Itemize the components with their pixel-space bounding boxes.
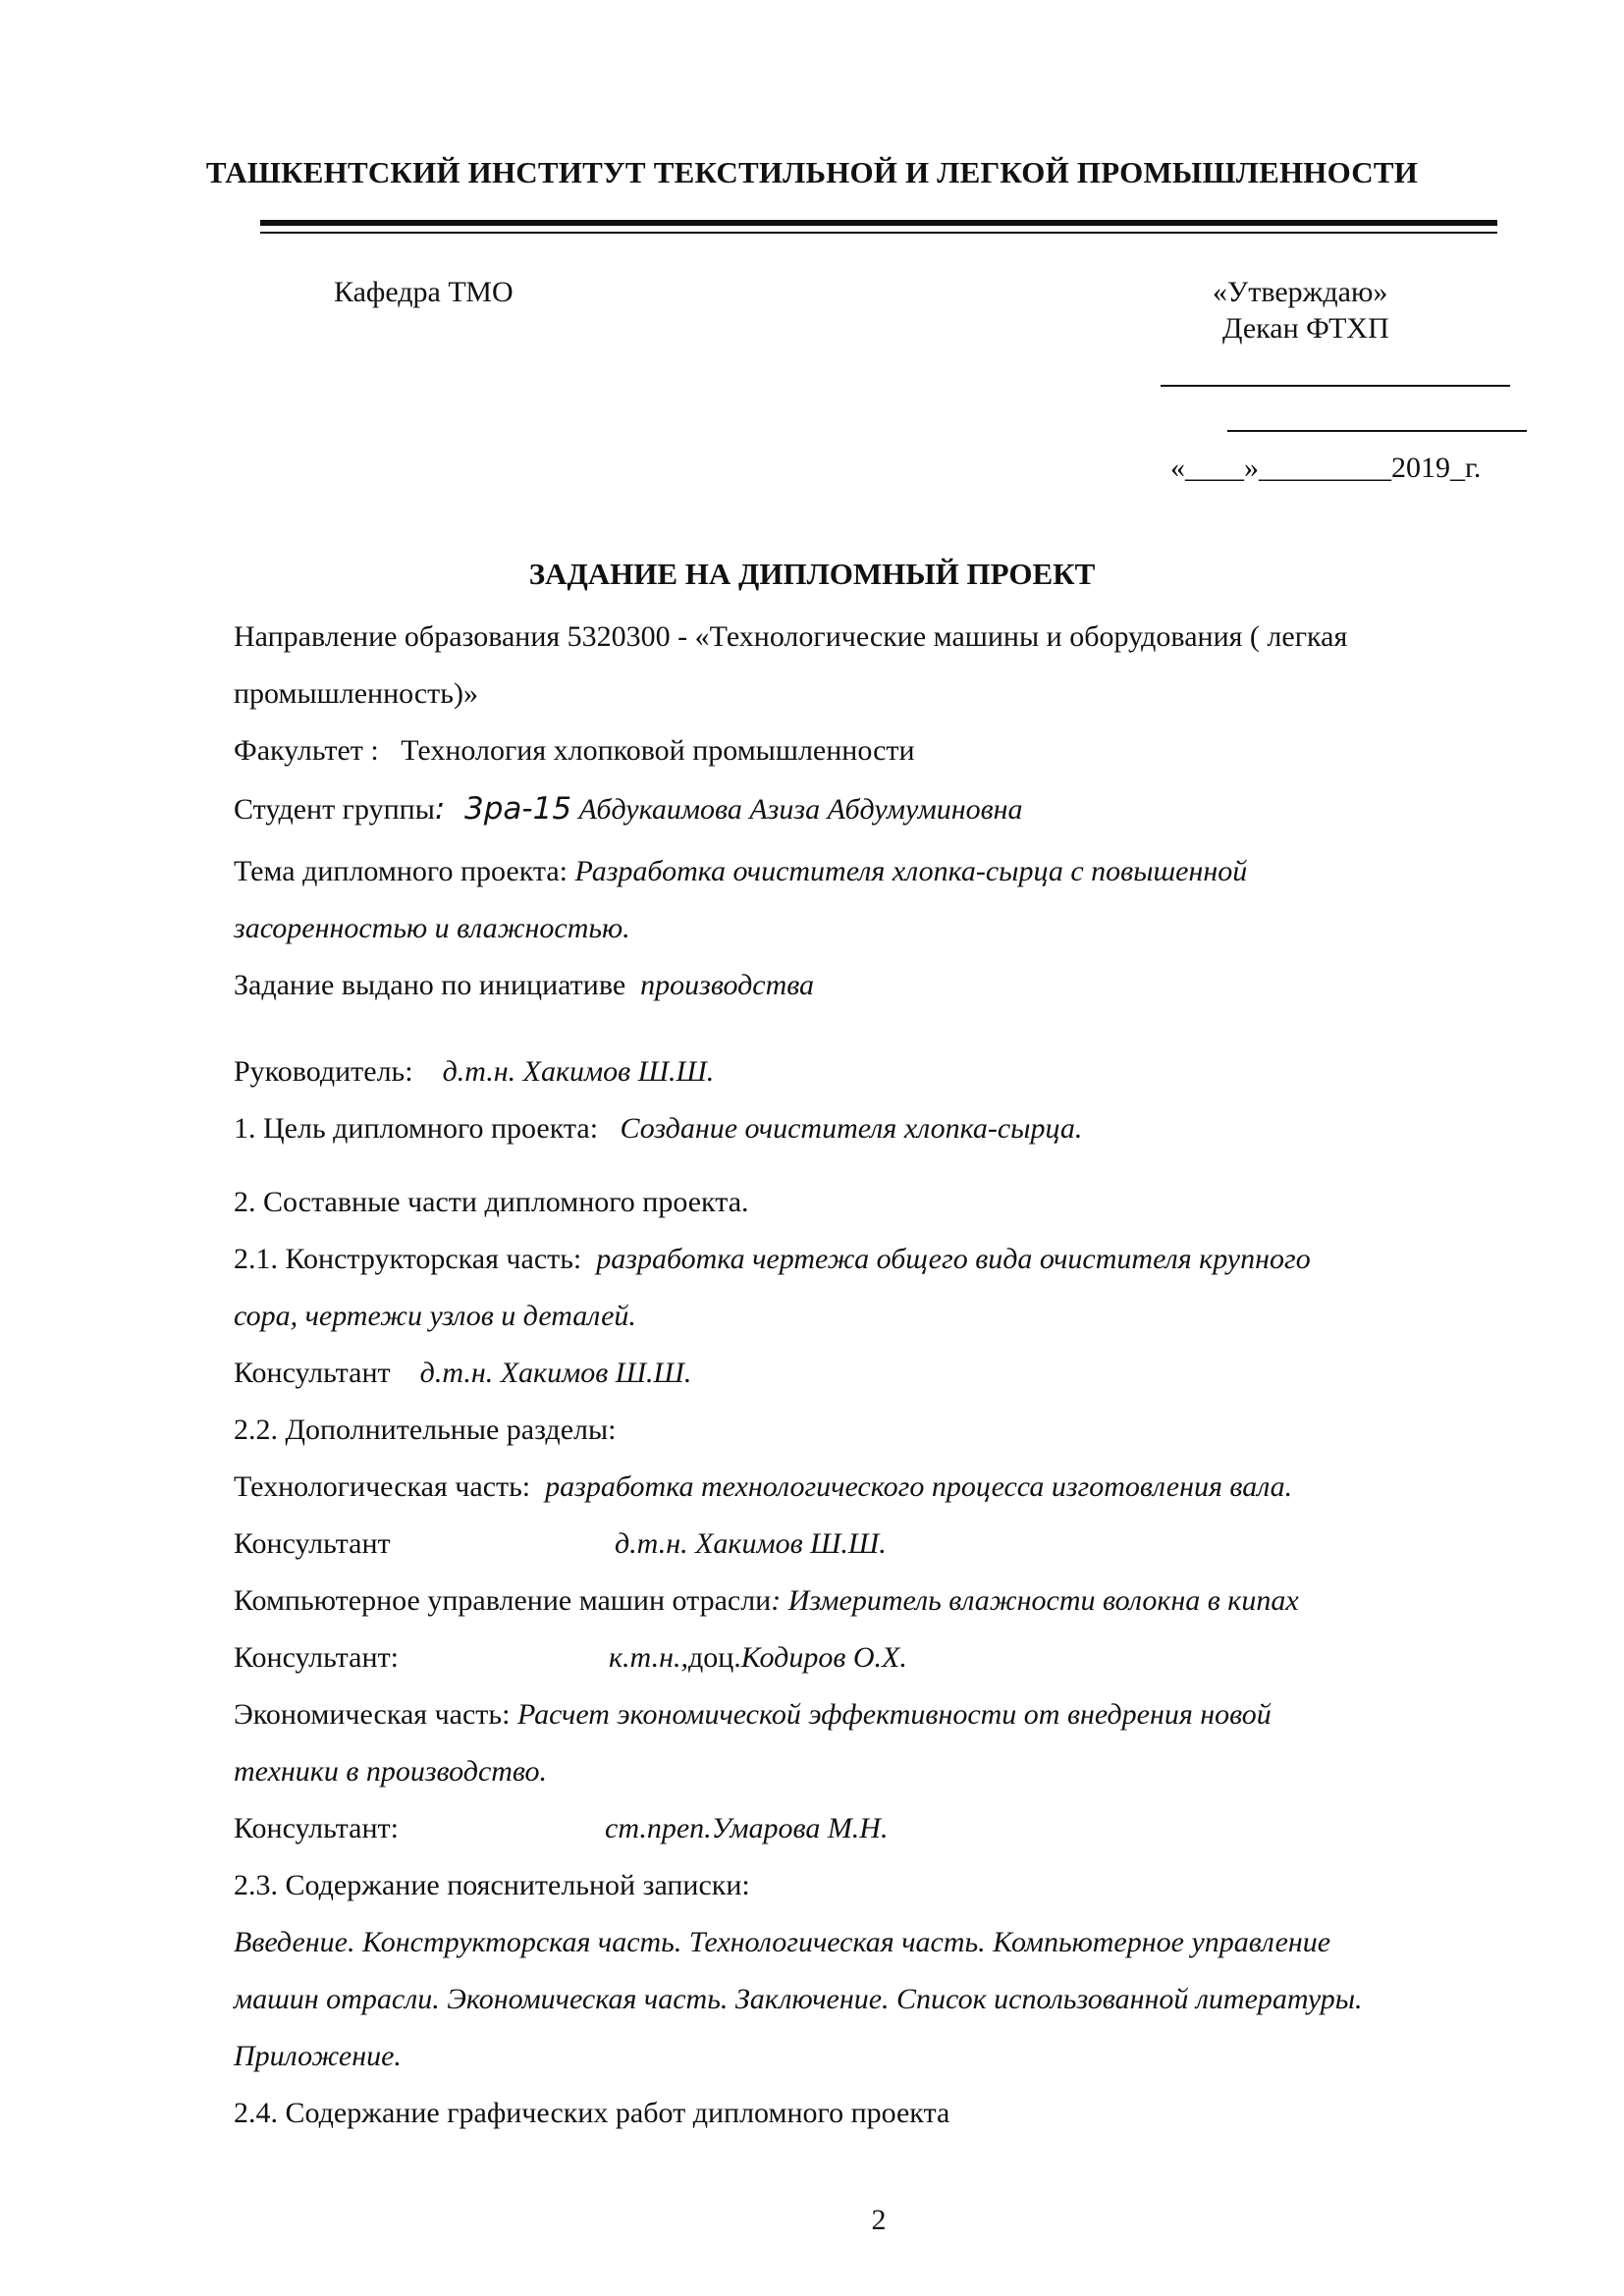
goal-value: Создание очистителя хлопка-сырца. <box>620 1112 1083 1145</box>
header-rule-thick <box>260 220 1497 226</box>
consultant4-value: ст.преп.Умарова М.Н. <box>605 1812 889 1844</box>
tech-value: разработка технологического процесса изготовления вала. <box>545 1470 1293 1503</box>
signature-line-2 <box>1227 430 1527 432</box>
supervisor-label: Руководитель: <box>234 1055 443 1088</box>
topic-line-1 <box>234 855 1247 888</box>
consultant3-name: Кодиров О.Х. <box>740 1641 907 1674</box>
consultant3-label: Консультант: <box>234 1641 399 1674</box>
extra-sections-heading: 2.2. Дополнительные разделы: <box>234 1414 617 1446</box>
computer-line <box>234 1584 1299 1618</box>
consultant3-title: доц. <box>687 1641 741 1674</box>
topic-value-1: Разработка очистителя хлопка-сырца с повышенной <box>574 855 1248 887</box>
consultant3-value <box>609 1641 907 1675</box>
faculty-line <box>234 734 915 768</box>
page-number: 2 <box>871 2204 887 2236</box>
computer-label: Компьютерное управление машин отрасли <box>234 1584 772 1617</box>
department-label: Кафедра ТМО <box>334 276 514 308</box>
parts-heading: 2. Составные части дипломного проекта. <box>234 1186 749 1218</box>
tech-line <box>234 1470 1292 1504</box>
econ-value-2: техники в производство. <box>234 1755 548 1788</box>
consultant4-label: Консультант: <box>234 1812 399 1844</box>
faculty-value: Технология хлопковой промышленности <box>401 734 915 767</box>
consultant1-label: Консультант <box>234 1357 420 1389</box>
topic-label: Тема дипломного проекта: <box>234 855 575 887</box>
note-value-1: Введение. Конструкторская часть. Технологическая часть. Компьютерное управление <box>234 1926 1331 1958</box>
student-name: Абдукаимова Азиза Абдумуминовна <box>571 793 1023 826</box>
graphics-heading: 2.4. Содержание графических работ дипломного проекта <box>234 2097 950 2129</box>
supervisor-value: д.т.н. Хакимов Ш.Ш. <box>442 1055 715 1088</box>
consultant3-degree: к.т.н., <box>609 1641 688 1674</box>
approval-label: «Утверждаю» <box>1213 276 1388 308</box>
topic-value-2: засоренностью и влажностью. <box>234 912 630 944</box>
goal-label: 1. Цель дипломного проекта: <box>234 1112 621 1145</box>
student-group: : 3ра-15 <box>434 791 572 827</box>
design-label: 2.1. Конструкторская часть: <box>234 1243 597 1275</box>
computer-value: : Измеритель влажности волокна в кипах <box>771 1584 1299 1617</box>
document-title: ЗАДАНИЕ НА ДИПЛОМНЫЙ ПРОЕКТ <box>528 557 1096 591</box>
consultant1-line <box>234 1357 691 1390</box>
design-line-1 <box>234 1243 1311 1276</box>
design-value-2: сора, чертежи узлов и деталей. <box>234 1300 636 1332</box>
econ-value-1: Расчет экономической эффективности от внедрения новой <box>516 1698 1272 1731</box>
direction-line-1: Направление образования 5320300 - «Технологические машины и оборудования ( легкая <box>234 620 1348 653</box>
direction-line-2: промышленность)» <box>234 677 478 710</box>
note-heading: 2.3. Содержание пояснительной записки: <box>234 1869 750 1901</box>
student-label: Студент группы <box>234 793 435 826</box>
note-value-2: машин отрасли. Экономическая часть. Заключение. Список использованной литературы. <box>234 1983 1363 2015</box>
econ-label: Экономическая часть: <box>234 1698 517 1731</box>
consultant2-label: Консультант <box>234 1527 391 1560</box>
econ-line-1 <box>234 1698 1272 1732</box>
issued-line <box>234 969 814 1002</box>
signature-line-1 <box>1161 385 1510 387</box>
header-rule-thin <box>260 232 1497 234</box>
tech-label: Технологическая часть: <box>234 1470 546 1503</box>
student-line <box>234 791 1023 827</box>
issued-value: производства <box>640 969 815 1001</box>
faculty-label: Факультет : <box>234 734 402 767</box>
approval-date: «____»_________2019_г. <box>1170 452 1482 484</box>
goal-line <box>234 1112 1082 1146</box>
consultant2-value: д.т.н. Хакимов Ш.Ш. <box>615 1527 887 1560</box>
issued-label: Задание выдано по инициативе <box>234 969 641 1001</box>
design-value-1: разработка чертежа общего вида очистителя крупного <box>596 1243 1311 1275</box>
dean-label: Декан ФТХП <box>1222 312 1389 345</box>
note-value-3: Приложение. <box>234 2040 402 2072</box>
consultant1-value: д.т.н. Хакимов Ш.Ш. <box>419 1357 692 1389</box>
supervisor-line <box>234 1055 714 1089</box>
institute-header: ТАШКЕНТСКИЙ ИНСТИТУТ ТЕКСТИЛЬНОЙ И ЛЕГКОЙ ПРОМЫШЛЕННОСТИ <box>205 155 1419 189</box>
